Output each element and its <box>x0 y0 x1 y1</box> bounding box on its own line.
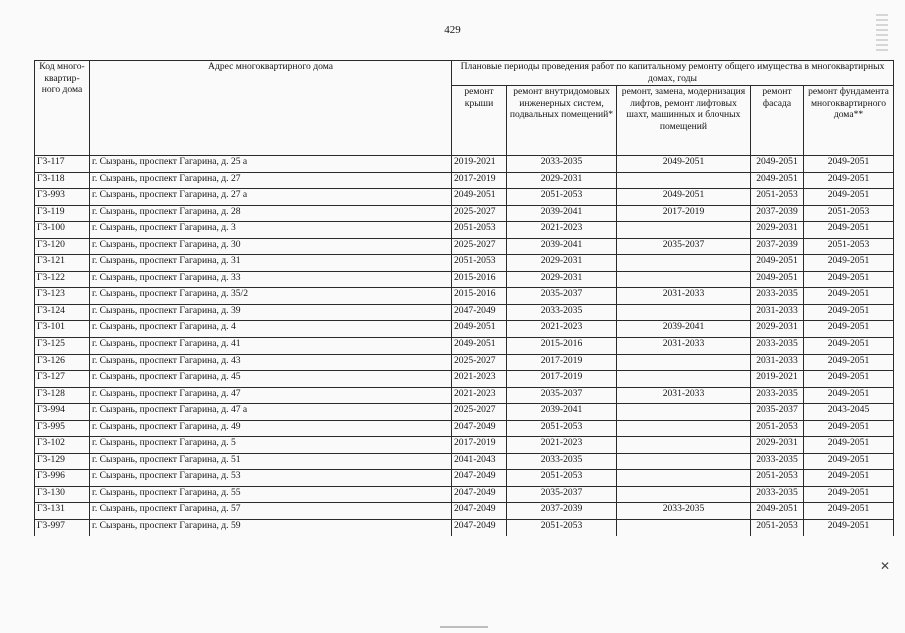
cell-foundation: 2049-2051 <box>804 420 894 437</box>
cell-address: г. Сызрань, проспект Гагарина, д. 45 <box>90 371 452 388</box>
header-periods: Плановые периоды проведения работ по капитальному ремонту общего имущества в многоквартирных домах, годы <box>452 61 894 86</box>
cell-address: г. Сызрань, проспект Гагарина, д. 55 <box>90 486 452 503</box>
cell-address: г. Сызрань, проспект Гагарина, д. 30 <box>90 238 452 255</box>
cell-lifts <box>617 304 751 321</box>
header-code: Код много-квартир-ного дома <box>35 61 90 156</box>
cell-systems: 2017-2019 <box>507 354 617 371</box>
cell-facade: 2033-2035 <box>751 387 804 404</box>
table-row <box>35 271 894 288</box>
cell-lifts: 2049-2051 <box>617 156 751 173</box>
cell-address: г. Сызрань, проспект Гагарина, д. 43 <box>90 354 452 371</box>
table-row <box>35 420 894 437</box>
cell-systems: 2029-2031 <box>507 172 617 189</box>
cell-facade: 2051-2053 <box>751 420 804 437</box>
cell-code: Г3-995 <box>35 420 90 437</box>
cell-lifts <box>617 420 751 437</box>
cell-foundation: 2049-2051 <box>804 520 894 537</box>
cell-roof: 2049-2051 <box>452 321 507 338</box>
cell-lifts <box>617 354 751 371</box>
cell-code: Г3-129 <box>35 453 90 470</box>
cell-foundation: 2049-2051 <box>804 453 894 470</box>
table-body <box>35 156 894 537</box>
cell-systems: 2035-2037 <box>507 387 617 404</box>
table-row <box>35 520 894 537</box>
cell-foundation: 2049-2051 <box>804 387 894 404</box>
cell-code: Г3-120 <box>35 238 90 255</box>
cell-systems: 2051-2053 <box>507 420 617 437</box>
scan-stamp-mark <box>876 14 888 54</box>
cell-address: г. Сызрань, проспект Гагарина, д. 5 <box>90 437 452 454</box>
cell-roof: 2047-2049 <box>452 420 507 437</box>
cell-roof: 2047-2049 <box>452 470 507 487</box>
cell-facade: 2033-2035 <box>751 453 804 470</box>
cell-address: г. Сызрань, проспект Гагарина, д. 53 <box>90 470 452 487</box>
table-row <box>35 321 894 338</box>
cell-lifts <box>617 404 751 421</box>
cell-foundation: 2049-2051 <box>804 288 894 305</box>
cell-facade: 2037-2039 <box>751 238 804 255</box>
table-row <box>35 503 894 520</box>
cell-facade: 2019-2021 <box>751 371 804 388</box>
header-systems: ремонт внутридомовых инженерных систем, подвальных помещений* <box>507 86 617 156</box>
cell-address: г. Сызрань, проспект Гагарина, д. 4 <box>90 321 452 338</box>
cell-lifts: 2031-2033 <box>617 338 751 355</box>
cell-lifts: 2033-2035 <box>617 503 751 520</box>
cell-systems: 2017-2019 <box>507 371 617 388</box>
cell-foundation: 2049-2051 <box>804 338 894 355</box>
table-row <box>35 222 894 239</box>
cell-lifts <box>617 437 751 454</box>
cell-systems: 2039-2041 <box>507 238 617 255</box>
cell-systems: 2039-2041 <box>507 404 617 421</box>
cell-roof: 2049-2051 <box>452 338 507 355</box>
cell-facade: 2029-2031 <box>751 222 804 239</box>
cell-roof: 2047-2049 <box>452 304 507 321</box>
cell-lifts: 2039-2041 <box>617 321 751 338</box>
cell-systems: 2033-2035 <box>507 453 617 470</box>
cell-systems: 2029-2031 <box>507 271 617 288</box>
cell-foundation: 2051-2053 <box>804 238 894 255</box>
repair-schedule-table <box>34 60 894 536</box>
cell-foundation: 2049-2051 <box>804 470 894 487</box>
cell-roof: 2021-2023 <box>452 387 507 404</box>
cell-roof: 2017-2019 <box>452 172 507 189</box>
scan-cross-mark: ✕ <box>880 559 891 573</box>
cell-roof: 2017-2019 <box>452 437 507 454</box>
table-row <box>35 387 894 404</box>
cell-facade: 2049-2051 <box>751 503 804 520</box>
cell-lifts: 2031-2033 <box>617 387 751 404</box>
cell-code: Г3-118 <box>35 172 90 189</box>
cell-roof: 2049-2051 <box>452 189 507 206</box>
scan-smudge <box>440 626 488 628</box>
table-row <box>35 288 894 305</box>
cell-systems: 2015-2016 <box>507 338 617 355</box>
cell-facade: 2051-2053 <box>751 470 804 487</box>
cell-foundation: 2049-2051 <box>804 156 894 173</box>
cell-address: г. Сызрань, проспект Гагарина, д. 41 <box>90 338 452 355</box>
cell-foundation: 2049-2051 <box>804 354 894 371</box>
cell-address: г. Сызрань, проспект Гагарина, д. 27 <box>90 172 452 189</box>
cell-code: Г3-996 <box>35 470 90 487</box>
cell-foundation: 2049-2051 <box>804 222 894 239</box>
cell-code: Г3-102 <box>35 437 90 454</box>
cell-address: г. Сызрань, проспект Гагарина, д. 59 <box>90 520 452 537</box>
cell-code: Г3-126 <box>35 354 90 371</box>
cell-facade: 2035-2037 <box>751 404 804 421</box>
table-row <box>35 338 894 355</box>
cell-systems: 2021-2023 <box>507 222 617 239</box>
cell-systems: 2037-2039 <box>507 503 617 520</box>
table-row <box>35 238 894 255</box>
cell-lifts: 2035-2037 <box>617 238 751 255</box>
cell-systems: 2029-2031 <box>507 255 617 272</box>
cell-foundation: 2051-2053 <box>804 205 894 222</box>
cell-code: Г3-125 <box>35 338 90 355</box>
table-row <box>35 404 894 421</box>
cell-code: Г3-101 <box>35 321 90 338</box>
cell-systems: 2033-2035 <box>507 304 617 321</box>
cell-foundation: 2049-2051 <box>804 189 894 206</box>
cell-address: г. Сызрань, проспект Гагарина, д. 27 а <box>90 189 452 206</box>
table-row <box>35 371 894 388</box>
cell-foundation: 2049-2051 <box>804 172 894 189</box>
cell-address: г. Сызрань, проспект Гагарина, д. 47 <box>90 387 452 404</box>
cell-code: Г3-994 <box>35 404 90 421</box>
cell-address: г. Сызрань, проспект Гагарина, д. 35/2 <box>90 288 452 305</box>
cell-foundation: 2049-2051 <box>804 255 894 272</box>
cell-foundation: 2049-2051 <box>804 486 894 503</box>
cell-lifts: 2031-2033 <box>617 288 751 305</box>
cell-facade: 2049-2051 <box>751 172 804 189</box>
cell-roof: 2047-2049 <box>452 520 507 537</box>
cell-lifts <box>617 453 751 470</box>
cell-code: Г3-100 <box>35 222 90 239</box>
cell-code: Г3-117 <box>35 156 90 173</box>
cell-roof: 2051-2053 <box>452 255 507 272</box>
cell-roof: 2025-2027 <box>452 354 507 371</box>
cell-code: Г3-131 <box>35 503 90 520</box>
cell-address: г. Сызрань, проспект Гагарина, д. 49 <box>90 420 452 437</box>
cell-address: г. Сызрань, проспект Гагарина, д. 57 <box>90 503 452 520</box>
cell-roof: 2019-2021 <box>452 156 507 173</box>
cell-roof: 2021-2023 <box>452 371 507 388</box>
cell-facade: 2049-2051 <box>751 271 804 288</box>
cell-systems: 2033-2035 <box>507 156 617 173</box>
cell-facade: 2051-2053 <box>751 189 804 206</box>
cell-facade: 2031-2033 <box>751 304 804 321</box>
cell-roof: 2015-2016 <box>452 288 507 305</box>
cell-systems: 2051-2053 <box>507 520 617 537</box>
cell-lifts <box>617 470 751 487</box>
table-row <box>35 486 894 503</box>
header-facade: ремонт фасада <box>751 86 804 156</box>
cell-facade: 2051-2053 <box>751 520 804 537</box>
cell-facade: 2033-2035 <box>751 486 804 503</box>
cell-systems: 2035-2037 <box>507 486 617 503</box>
cell-address: г. Сызрань, проспект Гагарина, д. 33 <box>90 271 452 288</box>
cell-address: г. Сызрань, проспект Гагарина, д. 3 <box>90 222 452 239</box>
cell-lifts: 2017-2019 <box>617 205 751 222</box>
cell-systems: 2051-2053 <box>507 470 617 487</box>
cell-systems: 2039-2041 <box>507 205 617 222</box>
cell-roof: 2025-2027 <box>452 404 507 421</box>
cell-roof: 2025-2027 <box>452 238 507 255</box>
cell-code: Г3-119 <box>35 205 90 222</box>
cell-lifts <box>617 172 751 189</box>
cell-foundation: 2049-2051 <box>804 503 894 520</box>
cell-code: Г3-130 <box>35 486 90 503</box>
cell-address: г. Сызрань, проспект Гагарина, д. 25 а <box>90 156 452 173</box>
cell-facade: 2037-2039 <box>751 205 804 222</box>
table-row <box>35 205 894 222</box>
cell-foundation: 2049-2051 <box>804 371 894 388</box>
table-row <box>35 437 894 454</box>
table-row <box>35 189 894 206</box>
cell-roof: 2047-2049 <box>452 503 507 520</box>
table-row <box>35 470 894 487</box>
cell-roof: 2025-2027 <box>452 205 507 222</box>
table-row <box>35 453 894 470</box>
cell-code: Г3-124 <box>35 304 90 321</box>
cell-facade: 2029-2031 <box>751 437 804 454</box>
header-address: Адрес многоквартирного дома <box>90 61 452 156</box>
cell-systems: 2035-2037 <box>507 288 617 305</box>
cell-roof: 2051-2053 <box>452 222 507 239</box>
cell-code: Г3-121 <box>35 255 90 272</box>
cell-systems: 2021-2023 <box>507 321 617 338</box>
cell-systems: 2051-2053 <box>507 189 617 206</box>
cell-address: г. Сызрань, проспект Гагарина, д. 47 а <box>90 404 452 421</box>
cell-roof: 2047-2049 <box>452 486 507 503</box>
cell-foundation: 2049-2051 <box>804 304 894 321</box>
cell-address: г. Сызрань, проспект Гагарина, д. 51 <box>90 453 452 470</box>
table-row <box>35 354 894 371</box>
cell-systems: 2021-2023 <box>507 437 617 454</box>
cell-facade: 2031-2033 <box>751 354 804 371</box>
table-row <box>35 304 894 321</box>
header-lifts: ремонт, замена, модернизация лифтов, ремонт лифтовых шахт, машинных и блочных помещений <box>617 86 751 156</box>
cell-facade: 2033-2035 <box>751 338 804 355</box>
table-row <box>35 172 894 189</box>
cell-lifts <box>617 486 751 503</box>
cell-address: г. Сызрань, проспект Гагарина, д. 28 <box>90 205 452 222</box>
cell-lifts <box>617 255 751 272</box>
cell-foundation: 2043-2045 <box>804 404 894 421</box>
cell-facade: 2029-2031 <box>751 321 804 338</box>
header-roof: ремонт крыши <box>452 86 507 156</box>
cell-lifts <box>617 222 751 239</box>
cell-roof: 2015-2016 <box>452 271 507 288</box>
cell-lifts: 2049-2051 <box>617 189 751 206</box>
cell-foundation: 2049-2051 <box>804 437 894 454</box>
cell-address: г. Сызрань, проспект Гагарина, д. 39 <box>90 304 452 321</box>
cell-lifts <box>617 371 751 388</box>
cell-facade: 2049-2051 <box>751 255 804 272</box>
cell-facade: 2049-2051 <box>751 156 804 173</box>
cell-code: Г3-993 <box>35 189 90 206</box>
page-number: 429 <box>444 24 461 36</box>
table-row <box>35 255 894 272</box>
cell-facade: 2033-2035 <box>751 288 804 305</box>
header-foundation: ремонт фундамента многоквартирного дома** <box>804 86 894 156</box>
cell-roof: 2041-2043 <box>452 453 507 470</box>
cell-lifts <box>617 520 751 537</box>
cell-code: Г3-997 <box>35 520 90 537</box>
cell-address: г. Сызрань, проспект Гагарина, д. 31 <box>90 255 452 272</box>
table-row <box>35 156 894 173</box>
cell-code: Г3-122 <box>35 271 90 288</box>
cell-foundation: 2049-2051 <box>804 271 894 288</box>
cell-code: Г3-123 <box>35 288 90 305</box>
cell-foundation: 2049-2051 <box>804 321 894 338</box>
cell-code: Г3-127 <box>35 371 90 388</box>
cell-code: Г3-128 <box>35 387 90 404</box>
cell-lifts <box>617 271 751 288</box>
